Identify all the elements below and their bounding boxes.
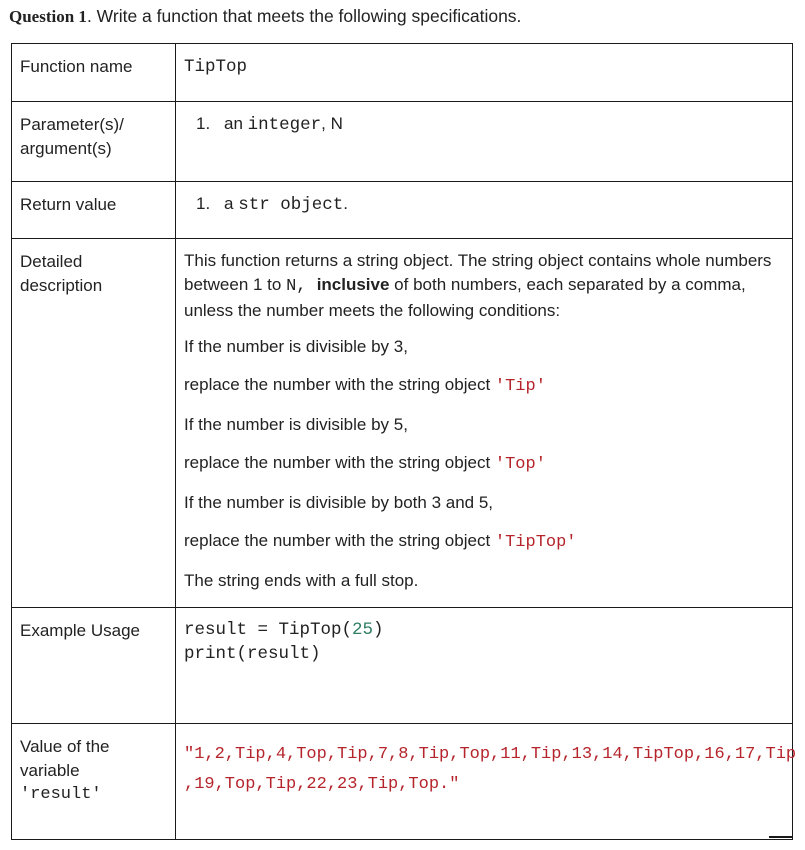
intro-text-2: of both numbers, each separated by a comma, unless the number meets the following conditions: bbox=[184, 275, 746, 320]
description-label-line1: Detailed bbox=[20, 252, 83, 271]
parameters-label bbox=[12, 102, 176, 182]
row-example-usage bbox=[12, 608, 793, 724]
table-corner-mark bbox=[769, 836, 793, 838]
description-label bbox=[12, 239, 176, 608]
example-line-1-arg: 25 bbox=[352, 620, 374, 640]
example-code bbox=[176, 608, 793, 724]
example-line-1-before: result = TipTop( bbox=[184, 620, 353, 640]
result-label-line1: Value of the bbox=[20, 737, 110, 756]
result-label bbox=[12, 724, 176, 840]
description-label-line2: description bbox=[20, 276, 103, 295]
result-line-2: ,19,Top,Tip,22,23,Tip,Top." bbox=[184, 775, 460, 794]
row-parameters bbox=[12, 102, 793, 182]
parameter-item-suffix: , N bbox=[321, 114, 343, 133]
parameter-item-type: integer bbox=[247, 115, 322, 135]
replace-tiptop-text: replace the number with the string object bbox=[184, 531, 495, 550]
replace-tip-value: 'Tip' bbox=[494, 377, 546, 396]
function-name-label: Function name bbox=[12, 44, 176, 102]
result-line-1: "1,2,Tip,4,Top,Tip,7,8,Tip,Top,11,Tip,13,14,TipTop,16,17,Tip bbox=[184, 745, 797, 764]
parameter-item-number: 1. bbox=[196, 114, 211, 133]
row-result-value bbox=[12, 724, 793, 840]
return-item-number: 1. bbox=[196, 194, 211, 213]
row-return-value bbox=[12, 182, 793, 239]
condition-5: If the number is divisible by 5, bbox=[184, 415, 408, 434]
return-value-label: Return value bbox=[12, 182, 176, 239]
replace-tip-text: replace the number with the string object bbox=[184, 375, 495, 394]
example-usage-label: Example Usage bbox=[12, 608, 176, 724]
result-label-line3: 'result' bbox=[20, 785, 102, 804]
replace-top bbox=[184, 451, 784, 477]
function-name-value: TipTop bbox=[184, 57, 248, 77]
intro-bold: inclusive bbox=[316, 275, 390, 294]
question-heading bbox=[9, 6, 521, 27]
row-function-name bbox=[12, 44, 793, 102]
return-item-type: str object bbox=[238, 195, 344, 215]
example-line-1 bbox=[184, 618, 784, 642]
intro-text-1: This function returns a string object. The string object contains whole numbers between 1 to bbox=[184, 251, 772, 294]
parameters-label-line2: argument(s) bbox=[20, 139, 112, 158]
replace-tiptop-value: 'TipTop' bbox=[494, 533, 577, 552]
return-item-suffix: . bbox=[343, 194, 348, 213]
description-intro bbox=[184, 249, 784, 323]
parameter-item-prefix: an bbox=[224, 114, 248, 133]
intro-code: N, bbox=[286, 277, 317, 296]
specification-table bbox=[11, 43, 797, 840]
return-item-prefix: a bbox=[224, 194, 239, 213]
replace-top-text: replace the number with the string object bbox=[184, 453, 495, 472]
replace-tip bbox=[184, 373, 784, 399]
question-label: Question 1 bbox=[9, 7, 87, 26]
condition-15: If the number is divisible by both 3 and 5, bbox=[184, 493, 494, 512]
result-value bbox=[176, 724, 797, 840]
example-line-1-after: ) bbox=[373, 620, 384, 640]
ending-note: The string ends with a full stop. bbox=[184, 571, 419, 590]
replace-tiptop bbox=[184, 529, 784, 555]
example-line-2: print(result) bbox=[184, 644, 321, 664]
question-text: . Write a function that meets the following specifications. bbox=[86, 6, 522, 26]
parameters-label-line1: Parameter(s)/ bbox=[20, 115, 124, 134]
row-detailed-description bbox=[12, 239, 793, 608]
condition-3: If the number is divisible by 3, bbox=[184, 337, 408, 356]
result-label-line2: variable bbox=[20, 761, 80, 780]
replace-top-value: 'Top' bbox=[494, 455, 546, 474]
description-body bbox=[176, 239, 793, 608]
